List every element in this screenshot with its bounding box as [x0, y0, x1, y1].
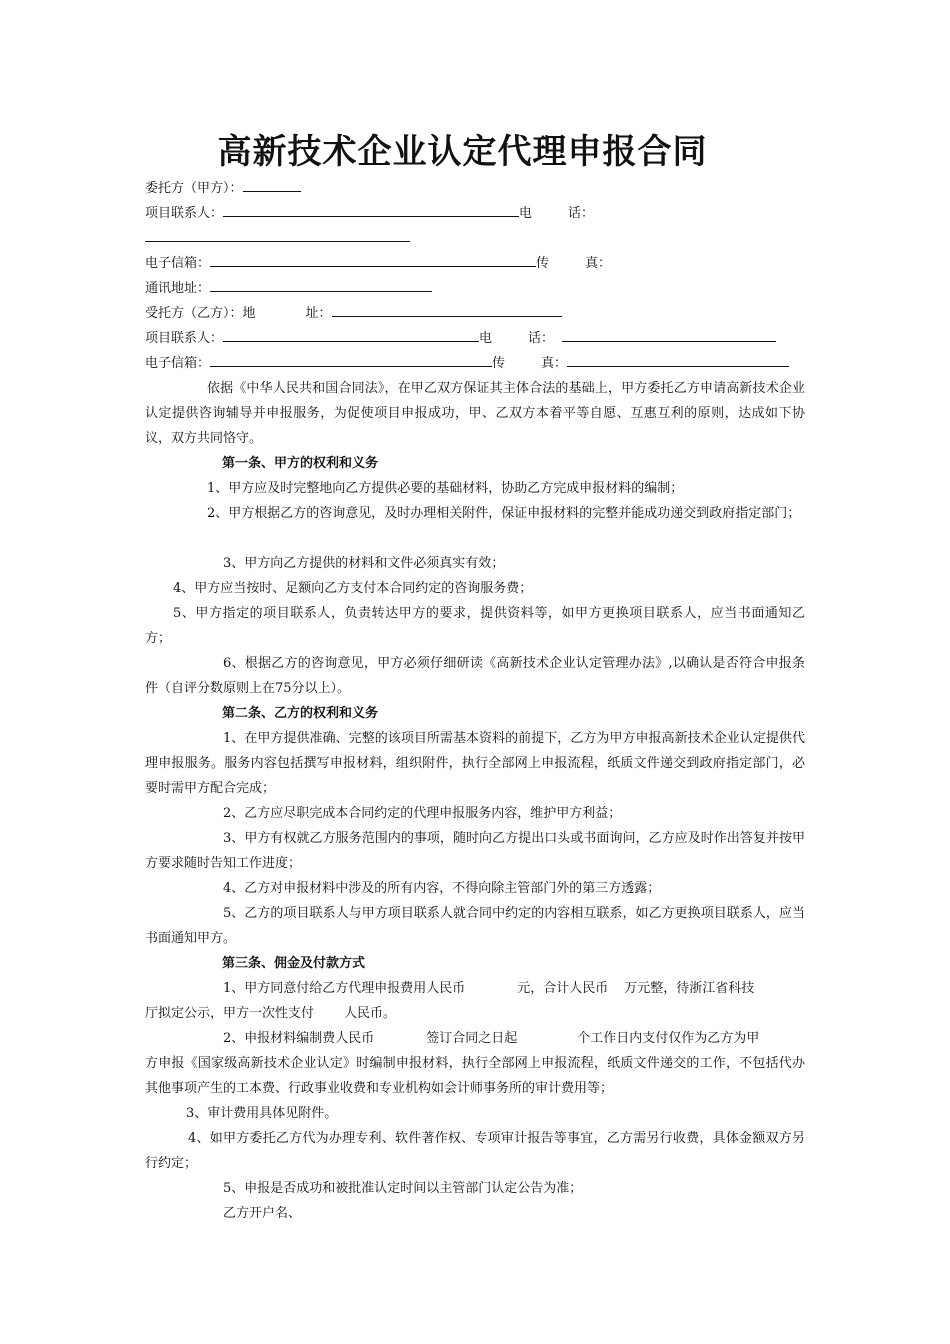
party-a-email-label: 电子信箱：: [145, 256, 211, 271]
article-3-item-3: 3、审计费用具体见附件。: [186, 1106, 338, 1121]
article-1-item-3: 3、甲方向乙方提供的材料和文件必须真实有效；: [223, 556, 505, 571]
article-3-item-4: 4、如甲方委托乙方代为办理专利、软件著作权、专项审计报告等事宜，乙方需另行收费，具体金额双方另行约定；: [145, 1131, 805, 1171]
fee-text-b: 元，合计人民币: [517, 981, 609, 996]
article-2-item-2: 2、乙方应尽职完成本合同约定的代理申报服务内容，维护甲方利益；: [223, 806, 622, 821]
fee-text-c: 万元整，待浙江省科技: [624, 981, 755, 996]
party-b-phone-label: 电: [479, 331, 493, 346]
article-3-item-2-line-1: [223, 1026, 759, 1051]
article-1-item-2: 2、甲方根据乙方的咨询意见，及时办理相关附件，保证申报材料的完整并能成功递交到政府指定部门；: [207, 506, 801, 521]
party-a-address-label: 通讯地址：: [145, 281, 211, 296]
party-a-email-blank[interactable]: [210, 251, 536, 267]
party-a-contact-label: 项目联系人：: [145, 206, 224, 221]
principal-blank[interactable]: [243, 176, 301, 192]
article-1-item-5: 5、甲方指定的项目联系人，负责转达甲方的要求，提供资料等，如甲方更换项目联系人，应当书面通知乙方；: [145, 606, 805, 646]
party-a-phone-label: 电: [519, 206, 533, 221]
party-b-contact-label: 项目联系人：: [145, 331, 224, 346]
party-a-address-blank[interactable]: [210, 276, 432, 292]
party-a-contact-blank[interactable]: [223, 201, 519, 217]
party-b-contact-line: [145, 326, 776, 351]
article-3-item-1-line-2: [145, 1001, 396, 1026]
article-3-item-1-line-1: [223, 976, 754, 1001]
prep-fee-text-b: 签订合同之日起: [426, 1031, 518, 1046]
article-1-item-1: 1、甲方应及时完整地向乙方提供必要的基础材料，协助乙方完成申报材料的编制；: [207, 481, 684, 496]
party-a-email-line: [145, 251, 611, 276]
article-3-item-2-rest: 方申报《国家级高新技术企业认定》时编制申报材料，执行全部网上申报流程，纸质文件递交的工作，不包括代办其他事项产生的工本费、行政事业收费和专业机构如会计师事务所的审计费用等；: [145, 1056, 805, 1096]
article-2-item-1: 1、在甲方提供准确、完整的该项目所需基本资料的前提下，乙方为甲方申报高新技术企业认定提供代理申报服务。服务内容包括撰写申报材料，组织附件，执行全部网上申报流程，纸质文件递交到政府指定部门，必要时需甲方配合完成；: [145, 731, 805, 796]
party-b-fax-blank[interactable]: [567, 351, 789, 367]
bank-account-line: 乙方开户名、: [223, 1206, 302, 1221]
party-a-address-line: [145, 276, 432, 301]
party-a-phone-line: [145, 226, 410, 251]
agent-address-label: 址：: [305, 306, 332, 321]
article-3-heading: 第三条、佣金及付款方式: [222, 956, 366, 971]
agent-line: [145, 301, 562, 326]
article-1-item-4: 4、甲方应当按时、足额向乙方支付本合同约定的咨询服务费；: [173, 581, 533, 596]
article-2-item-3: 3、甲方有权就乙方服务范围内的事项，随时向乙方提出口头或书面询问，乙方应及时作出答复并按甲方要求随时告知工作进度；: [145, 831, 805, 871]
preamble-paragraph: 依据《中华人民共和国合同法》，在甲乙双方保证其主体合法的基础上，甲方委托乙方申请高新技术企业认定提供咨询辅导并申报服务，为促使项目申报成功，甲、乙双方本着平等自愿、互惠互利的原则，达成如下协议，双方共同恪守。: [145, 381, 805, 446]
principal-label: 委托方（甲方）：: [145, 181, 243, 196]
party-b-phone-label-2: 话：: [528, 331, 555, 346]
article-1-heading: 第一条、甲方的权利和义务: [222, 456, 379, 471]
party-b-email-line: [145, 351, 789, 376]
prep-fee-text-a: 2、申报材料编制费人民币: [223, 1031, 375, 1046]
party-b-email-label: 电子信箱：: [145, 356, 211, 371]
article-1-item-6: 6、根据乙方的咨询意见，甲方必须仔细研读《高新技术企业认定管理办法》,以确认是否符合申报条件（自评分数原则上在75分以上）。: [145, 656, 805, 696]
party-a-fax-label-2: 真：: [585, 256, 612, 271]
article-2-item-4: 4、乙方对申报材料中涉及的所有内容，不得向除主管部门外的第三方透露；: [223, 881, 661, 896]
fee-text-e: 人民币。: [344, 1006, 397, 1021]
prep-fee-text-c: 个工作日内支付仅作为乙方为甲: [577, 1031, 760, 1046]
party-a-phone-blank[interactable]: [145, 226, 410, 242]
party-b-fax-label: 传: [492, 356, 506, 371]
fee-text-a: 1、甲方同意付给乙方代理申报费用人民币: [223, 981, 466, 996]
party-a-fax-label: 传: [536, 256, 550, 271]
article-2-heading: 第二条、乙方的权利和义务: [222, 706, 379, 721]
article-2-item-5: 5、乙方的项目联系人与甲方项目联系人就合同中约定的内容相互联系，如乙方更换项目联系人，应当书面通知甲方。: [145, 906, 805, 946]
document-title: 高新技术企业认定代理申报合同: [217, 132, 708, 172]
agent-address-blank[interactable]: [332, 301, 562, 317]
fee-text-d: 厅拟定公示，甲方一次性支付: [145, 1006, 315, 1021]
party-b-phone-blank[interactable]: [562, 326, 776, 342]
party-a-phone-label-2: 话：: [568, 206, 595, 221]
party-b-fax-label-2: 真：: [541, 356, 568, 371]
article-3-item-5: 5、申报是否成功和被批准认定时间以主管部门认定公告为准；: [223, 1181, 583, 1196]
principal-line: [145, 176, 301, 201]
party-a-contact-line: [145, 201, 594, 226]
agent-label: 受托方（乙方）：地: [145, 306, 256, 321]
party-b-contact-blank[interactable]: [223, 326, 479, 342]
party-b-email-blank[interactable]: [210, 351, 492, 367]
